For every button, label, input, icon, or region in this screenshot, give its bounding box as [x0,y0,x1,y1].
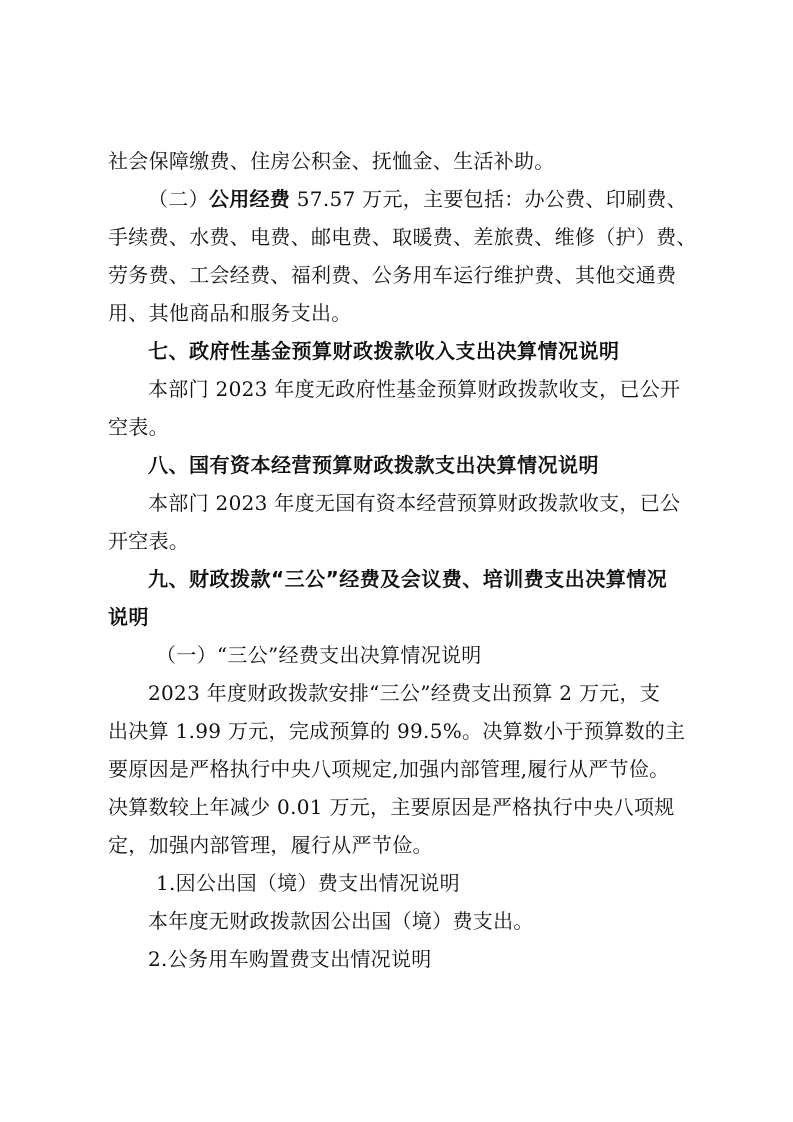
paragraph-line: 社会保障缴费、住房公积金、抚恤金、生活补助。 [108,149,555,173]
bold-term: 公用经费 [208,187,291,211]
section-heading: 九、财政拨款“三公”经费及会议费、培训费支出决算情况 [148,567,668,591]
section-prefix: （二） [148,187,209,211]
paragraph-line: 空表。 [108,415,169,439]
section-heading: 八、国有资本经营预算财政拨款支出决算情况说明 [148,453,599,477]
paragraph-line: 要原因是严格执行中央八项规定,加强内部管理,履行从严节俭。 [108,757,670,781]
subsection-title: （一）“三公”经费支出决算情况说明 [156,643,482,667]
paragraph-line: 2023 年度财政拨款安排“三公”经费支出预算 2 万元，支 [148,681,661,705]
section-heading-continued: 说明 [108,605,149,629]
paragraph-line: 本部门 2023 年度无政府性基金预算财政拨款收支，已公开 [148,377,681,401]
paragraph-line: 定，加强内部管理，履行从严节俭。 [108,833,433,857]
paragraph-text: 57.57 万元，主要包括：办公费、印刷费、 [290,187,687,211]
paragraph-line: 用、其他商品和服务支出。 [108,301,352,325]
section-heading: 七、政府性基金预算财政拨款收入支出决算情况说明 [148,339,620,363]
paragraph-line: 本年度无财政拨款因公出国（境）费支出。 [148,909,534,933]
paragraph-line: 本部门 2023 年度无国有资本经营预算财政拨款收支，已公 [148,491,681,515]
paragraph-line [148,186,687,212]
paragraph-line: 出决算 1.99 万元，完成预算的 99.5%。决算数小于预算数的主 [108,719,686,743]
paragraph-line: 手续费、水费、电费、邮电费、取暖费、差旅费、维修（护）费、 [108,225,697,249]
paragraph-line: 决算数较上年减少 0.01 万元，主要原因是严格执行中央八项规 [108,795,675,819]
item-title: 2.公务用车购置费支出情况说明 [148,947,432,971]
paragraph-line: 劳务费、工会经费、福利费、公务用车运行维护费、其他交通费 [108,263,677,287]
item-title: 1.因公出国（境）费支出情况说明 [156,871,460,895]
paragraph-line: 开空表。 [108,529,190,553]
